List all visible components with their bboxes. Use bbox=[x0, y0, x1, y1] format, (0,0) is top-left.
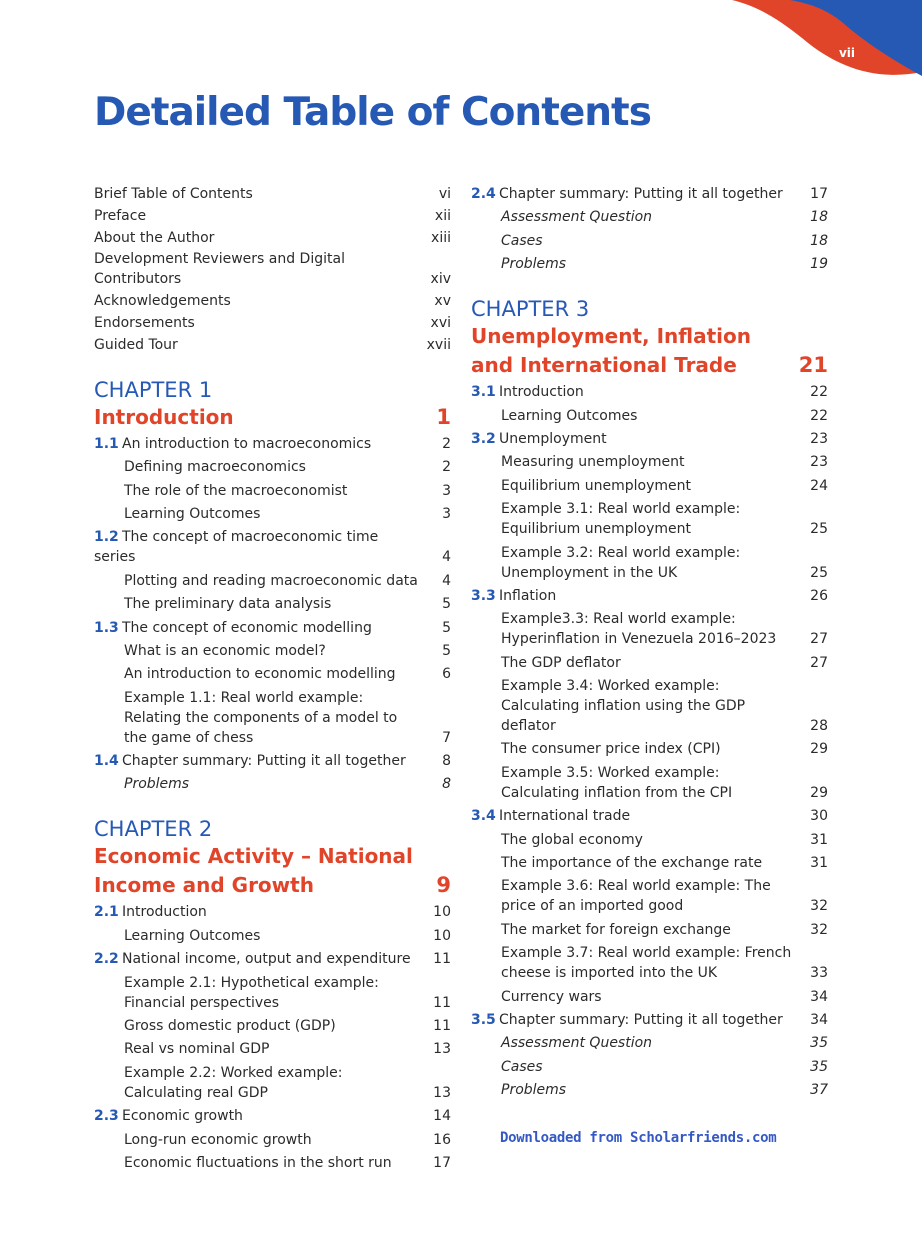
entry-text bbox=[124, 481, 429, 501]
toc-entry bbox=[94, 249, 451, 289]
section-entry bbox=[471, 184, 828, 204]
entry-text bbox=[501, 676, 806, 736]
entry-text bbox=[501, 1080, 806, 1100]
entry-page: 34 bbox=[810, 1011, 828, 1028]
chapter-heading bbox=[94, 403, 451, 432]
entry-title: Example 3.4: Worked example: Calculating inflation using the GDP deflator bbox=[501, 678, 746, 735]
entry-title: Long-run economic growth bbox=[124, 1131, 312, 1148]
entry-page: 22 bbox=[810, 407, 828, 424]
entry-title: Chapter summary: Putting it all together bbox=[499, 1011, 783, 1028]
entry-page: 11 bbox=[433, 951, 451, 968]
entry-text bbox=[501, 543, 806, 583]
entry-title: What is an economic model? bbox=[124, 642, 326, 659]
entry-title: Economic fluctuations in the short run bbox=[124, 1154, 392, 1171]
subsection-entry bbox=[471, 676, 828, 736]
entry-title: National income, output and expenditure bbox=[122, 951, 411, 968]
chapter-2-continued-block bbox=[471, 184, 828, 274]
chapter-page: 21 bbox=[798, 353, 828, 378]
section-entry bbox=[94, 949, 451, 969]
section-number: 3.1 bbox=[471, 384, 496, 401]
entry-text bbox=[471, 382, 806, 402]
entry-text bbox=[124, 571, 429, 591]
section-number: 1.3 bbox=[94, 619, 119, 636]
section-entry bbox=[94, 1106, 451, 1126]
entry-page: 28 bbox=[810, 718, 828, 735]
section-entry bbox=[471, 382, 828, 402]
entry-page: 19 bbox=[810, 256, 828, 273]
entry-text bbox=[501, 499, 806, 539]
entry-title: About the Author bbox=[94, 229, 215, 246]
subsection-entry bbox=[94, 688, 451, 748]
entry-page: 8 bbox=[442, 753, 451, 770]
entry-text bbox=[501, 653, 806, 673]
subsection-entry bbox=[471, 876, 828, 916]
entry-title: Guided Tour bbox=[94, 336, 178, 353]
entry-text bbox=[94, 949, 429, 969]
subsection-entry bbox=[94, 1039, 451, 1059]
entry-text bbox=[501, 207, 806, 227]
entry-page: 23 bbox=[810, 454, 828, 471]
section-entry bbox=[94, 618, 451, 638]
entry-text bbox=[501, 739, 806, 759]
chapter-label: CHAPTER 1 bbox=[94, 377, 213, 402]
subsection-entry bbox=[94, 1016, 451, 1036]
toc-entry bbox=[94, 206, 451, 226]
chapter-page: 9 bbox=[436, 873, 451, 898]
entry-page: 10 bbox=[433, 904, 451, 921]
entry-text bbox=[94, 751, 429, 771]
entry-title: The preliminary data analysis bbox=[124, 596, 332, 613]
entry-page: 32 bbox=[810, 898, 828, 915]
section-number: 1.1 bbox=[94, 435, 119, 452]
entry-title: Chapter summary: Putting it all together bbox=[499, 186, 783, 202]
section-entry bbox=[471, 429, 828, 449]
entry-page: 37 bbox=[810, 1082, 828, 1099]
corner-decoration bbox=[732, 0, 922, 80]
subsection-entry bbox=[471, 1033, 828, 1053]
chapter-title: Economic Activity – National Income and Growth bbox=[94, 844, 413, 898]
entry-title: Economic growth bbox=[122, 1108, 243, 1125]
subsection-entry bbox=[94, 571, 451, 591]
entry-page: xiii bbox=[431, 229, 451, 246]
entry-page: 14 bbox=[433, 1108, 451, 1125]
chapter-label: CHAPTER 2 bbox=[94, 817, 213, 842]
subsection-entry bbox=[471, 830, 828, 850]
entry-text bbox=[501, 830, 806, 850]
entry-title: Example 3.1: Real world example: Equilibrium unemployment bbox=[501, 501, 741, 538]
section-entry bbox=[94, 434, 451, 454]
entry-page: 17 bbox=[810, 186, 828, 202]
subsection-entry bbox=[471, 943, 828, 983]
entry-text bbox=[501, 254, 806, 274]
entry-page: 29 bbox=[810, 741, 828, 758]
toc-entry bbox=[94, 335, 451, 355]
entry-title: International trade bbox=[499, 808, 631, 825]
entry-text bbox=[94, 434, 429, 454]
entry-title: Example 3.2: Real world example: Unemployment in the UK bbox=[501, 544, 741, 581]
section-entry bbox=[471, 806, 828, 826]
entry-title: Introduction bbox=[122, 904, 207, 921]
entry-title: Development Reviewers and Digital Contributors bbox=[94, 251, 345, 288]
toc-entry bbox=[94, 291, 451, 311]
entry-page: xii bbox=[434, 207, 451, 224]
chapter-heading bbox=[94, 842, 451, 900]
entry-title: Equilibrium unemployment bbox=[501, 477, 692, 494]
entry-text bbox=[124, 1153, 429, 1173]
entry-page: 17 bbox=[433, 1154, 451, 1171]
entry-page: 33 bbox=[810, 965, 828, 982]
entry-text bbox=[94, 1106, 429, 1126]
subsection-entry bbox=[471, 499, 828, 539]
entry-page: 18 bbox=[810, 232, 828, 249]
entry-page: 30 bbox=[810, 808, 828, 825]
entry-page: 2 bbox=[442, 459, 451, 476]
entry-title: Problems bbox=[124, 776, 190, 793]
entry-page: 23 bbox=[810, 430, 828, 447]
entry-title: Inflation bbox=[499, 587, 557, 604]
chapter-2-block bbox=[94, 816, 451, 1173]
entry-title: Introduction bbox=[499, 384, 584, 401]
chapter-1-block bbox=[94, 377, 451, 795]
entry-title: An introduction to economic modelling bbox=[124, 666, 396, 683]
entry-title: Assessment Question bbox=[501, 1035, 653, 1052]
page-title: Detailed Table of Contents bbox=[94, 90, 651, 135]
entry-page: 4 bbox=[442, 549, 451, 566]
entry-title: Cases bbox=[501, 232, 543, 249]
entry-page: 5 bbox=[442, 619, 451, 636]
entry-page: 13 bbox=[433, 1084, 451, 1101]
subsection-entry bbox=[94, 457, 451, 477]
subsection-entry bbox=[471, 653, 828, 673]
entry-page: 7 bbox=[442, 729, 451, 746]
entry-title: The concept of macroeconomic time series bbox=[94, 529, 379, 566]
entry-title: Unemployment bbox=[499, 430, 607, 447]
section-number: 2.4 bbox=[471, 186, 496, 202]
subsection-entry bbox=[471, 1057, 828, 1077]
section-number: 2.3 bbox=[94, 1108, 119, 1125]
entry-title: The consumer price index (CPI) bbox=[501, 741, 721, 758]
entry-text bbox=[124, 688, 429, 748]
entry-page: 11 bbox=[433, 1018, 451, 1035]
subsection-entry bbox=[471, 987, 828, 1007]
entry-text bbox=[501, 476, 806, 496]
entry-text bbox=[124, 1039, 429, 1059]
entry-page: 31 bbox=[810, 855, 828, 872]
subsection-entry bbox=[94, 641, 451, 661]
subsection-entry bbox=[94, 481, 451, 501]
entry-text bbox=[124, 1016, 429, 1036]
entry-title: Plotting and reading macroeconomic data bbox=[124, 572, 418, 589]
front-matter-list bbox=[94, 184, 451, 355]
entry-text bbox=[501, 987, 806, 1007]
entry-title: Cases bbox=[501, 1058, 543, 1075]
entry-page: xvii bbox=[426, 336, 451, 353]
entry-text bbox=[124, 641, 429, 661]
entry-page: 3 bbox=[442, 482, 451, 499]
entry-title: The market for foreign exchange bbox=[501, 921, 731, 938]
section-number: 2.2 bbox=[94, 951, 119, 968]
entry-page: xiv bbox=[430, 271, 451, 288]
subsection-entry bbox=[471, 231, 828, 251]
entry-page: 31 bbox=[810, 831, 828, 848]
entry-page: 35 bbox=[810, 1035, 828, 1052]
entry-text bbox=[501, 231, 806, 251]
entry-text bbox=[124, 1130, 429, 1150]
entry-page: 27 bbox=[810, 631, 828, 648]
entry-text bbox=[501, 920, 806, 940]
section-entry bbox=[94, 751, 451, 771]
subsection-entry bbox=[94, 664, 451, 684]
entry-title: Gross domestic product (GDP) bbox=[124, 1018, 336, 1035]
entry-page: 13 bbox=[433, 1041, 451, 1058]
entry-title: Endorsements bbox=[94, 314, 195, 331]
download-watermark: Downloaded from Scholarfriends.com bbox=[500, 1130, 777, 1146]
entry-title: Acknowledgements bbox=[94, 293, 231, 310]
subsection-entry bbox=[471, 609, 828, 649]
subsection-entry bbox=[471, 452, 828, 472]
section-entry bbox=[94, 902, 451, 922]
subsection-entry bbox=[94, 594, 451, 614]
section-number: 3.3 bbox=[471, 587, 496, 604]
entry-text bbox=[501, 853, 806, 873]
entry-page: 35 bbox=[810, 1058, 828, 1075]
entry-page: 10 bbox=[433, 927, 451, 944]
entry-title: Example 2.1: Hypothetical example: Financial perspectives bbox=[124, 974, 379, 1011]
entry-text bbox=[94, 902, 429, 922]
entry-title: Example 3.5: Worked example: Calculating inflation from the CPI bbox=[501, 764, 733, 801]
subsection-entry bbox=[471, 207, 828, 227]
subsection-entry bbox=[471, 920, 828, 940]
entry-text bbox=[94, 527, 429, 567]
entry-text bbox=[501, 1057, 806, 1077]
entry-title: Defining macroeconomics bbox=[124, 459, 306, 476]
entry-title: Real vs nominal GDP bbox=[124, 1041, 270, 1058]
entry-page: 6 bbox=[442, 666, 451, 683]
entry-title: Assessment Question bbox=[501, 209, 653, 226]
entry-title: The global economy bbox=[501, 831, 643, 848]
entry-title: Example 3.6: Real world example: The price of an imported good bbox=[501, 878, 771, 915]
subsection-entry bbox=[94, 504, 451, 524]
entry-page: 24 bbox=[810, 477, 828, 494]
entry-text bbox=[501, 943, 806, 983]
section-entry bbox=[471, 586, 828, 606]
subsection-entry bbox=[94, 973, 451, 1013]
section-entry bbox=[94, 527, 451, 567]
entry-text bbox=[124, 594, 429, 614]
subsection-entry bbox=[94, 1063, 451, 1103]
toc-entry bbox=[94, 313, 451, 333]
entry-text bbox=[501, 876, 806, 916]
section-number: 3.4 bbox=[471, 808, 496, 825]
entry-title: Learning Outcomes bbox=[501, 407, 638, 424]
entry-page: 2 bbox=[442, 435, 451, 452]
section-number: 3.2 bbox=[471, 430, 496, 447]
entry-title: Problems bbox=[501, 1082, 567, 1099]
entry-text bbox=[471, 1010, 806, 1030]
toc-left-column bbox=[94, 184, 451, 1176]
entry-page: 29 bbox=[810, 784, 828, 801]
section-number: 1.4 bbox=[94, 753, 119, 770]
entry-title: Chapter summary: Putting it all together bbox=[122, 753, 406, 770]
entry-page: 27 bbox=[810, 654, 828, 671]
entry-page: 32 bbox=[810, 921, 828, 938]
entry-text bbox=[501, 763, 806, 803]
entry-text bbox=[124, 973, 429, 1013]
page-number: vii bbox=[838, 46, 855, 60]
entry-page: 25 bbox=[810, 564, 828, 581]
toc-right-column bbox=[471, 184, 828, 1104]
section-number: 2.1 bbox=[94, 904, 119, 921]
entry-title: Preface bbox=[94, 207, 147, 224]
entry-title: The importance of the exchange rate bbox=[501, 855, 763, 872]
subsection-entry bbox=[94, 1130, 451, 1150]
entry-page: 34 bbox=[810, 988, 828, 1005]
entry-title: An introduction to macroeconomics bbox=[122, 435, 372, 452]
entry-text bbox=[124, 774, 429, 794]
entry-page: 5 bbox=[442, 642, 451, 659]
entry-text bbox=[471, 586, 806, 606]
entry-title: The role of the macroeconomist bbox=[124, 482, 348, 499]
entry-page: 26 bbox=[810, 587, 828, 604]
entry-text bbox=[501, 1033, 806, 1053]
section-entry bbox=[471, 1010, 828, 1030]
chapter-3-block bbox=[471, 296, 828, 1100]
subsection-entry bbox=[94, 774, 451, 794]
entry-text bbox=[124, 457, 429, 477]
entry-page: 8 bbox=[442, 776, 451, 793]
toc-entry bbox=[94, 184, 451, 204]
section-number: 3.5 bbox=[471, 1011, 496, 1028]
entry-title: Learning Outcomes bbox=[124, 505, 261, 522]
entry-title: Brief Table of Contents bbox=[94, 186, 253, 202]
entry-text bbox=[471, 184, 806, 204]
entry-text bbox=[501, 609, 806, 649]
entry-title: Learning Outcomes bbox=[124, 927, 261, 944]
entry-text bbox=[471, 429, 806, 449]
subsection-entry bbox=[471, 853, 828, 873]
section-number: 1.2 bbox=[94, 529, 119, 546]
entry-text bbox=[124, 1063, 429, 1103]
entry-page: 4 bbox=[442, 572, 451, 589]
subsection-entry bbox=[94, 926, 451, 946]
entry-title: Example 1.1: Real world example: Relating the components of a model to the game of chess bbox=[124, 689, 398, 746]
entry-page: 11 bbox=[433, 994, 451, 1011]
entry-page: 22 bbox=[810, 384, 828, 401]
entry-page: 25 bbox=[810, 521, 828, 538]
chapter-label: CHAPTER 3 bbox=[471, 297, 590, 322]
entry-page: 5 bbox=[442, 596, 451, 613]
entry-page: vi bbox=[438, 186, 451, 202]
entry-text bbox=[124, 504, 429, 524]
entry-text bbox=[124, 926, 429, 946]
entry-page: xvi bbox=[430, 314, 451, 331]
entry-text bbox=[501, 406, 806, 426]
subsection-entry bbox=[471, 406, 828, 426]
subsection-entry bbox=[471, 254, 828, 274]
subsection-entry bbox=[471, 1080, 828, 1100]
entry-title: Currency wars bbox=[501, 988, 602, 1005]
entry-title: Problems bbox=[501, 256, 567, 273]
entry-text bbox=[471, 806, 806, 826]
entry-title: The GDP deflator bbox=[501, 654, 621, 671]
entry-title: Example 2.2: Worked example: Calculating real GDP bbox=[124, 1064, 343, 1101]
entry-page: 16 bbox=[433, 1131, 451, 1148]
entry-page: xv bbox=[434, 293, 451, 310]
entry-title: Example 3.7: Real world example: French cheese is imported into the UK bbox=[501, 945, 792, 982]
entry-title: Example3.3: Real world example: Hyperinflation in Venezuela 2016–2023 bbox=[501, 611, 777, 648]
chapter-title: Unemployment, Inflation and International Trade bbox=[471, 324, 751, 378]
entry-text bbox=[501, 452, 806, 472]
subsection-entry bbox=[471, 476, 828, 496]
chapter-page: 1 bbox=[436, 404, 451, 429]
entry-page: 3 bbox=[442, 505, 451, 522]
chapter-heading bbox=[471, 322, 828, 380]
entry-title: The concept of economic modelling bbox=[122, 619, 372, 636]
entry-page: 18 bbox=[810, 209, 828, 226]
entry-text bbox=[94, 618, 429, 638]
subsection-entry bbox=[94, 1153, 451, 1173]
entry-title: Measuring unemployment bbox=[501, 454, 685, 471]
subsection-entry bbox=[471, 543, 828, 583]
chapter-title: Introduction bbox=[94, 404, 234, 429]
entry-text bbox=[124, 664, 429, 684]
toc-entry bbox=[94, 228, 451, 248]
subsection-entry bbox=[471, 763, 828, 803]
subsection-entry bbox=[471, 739, 828, 759]
